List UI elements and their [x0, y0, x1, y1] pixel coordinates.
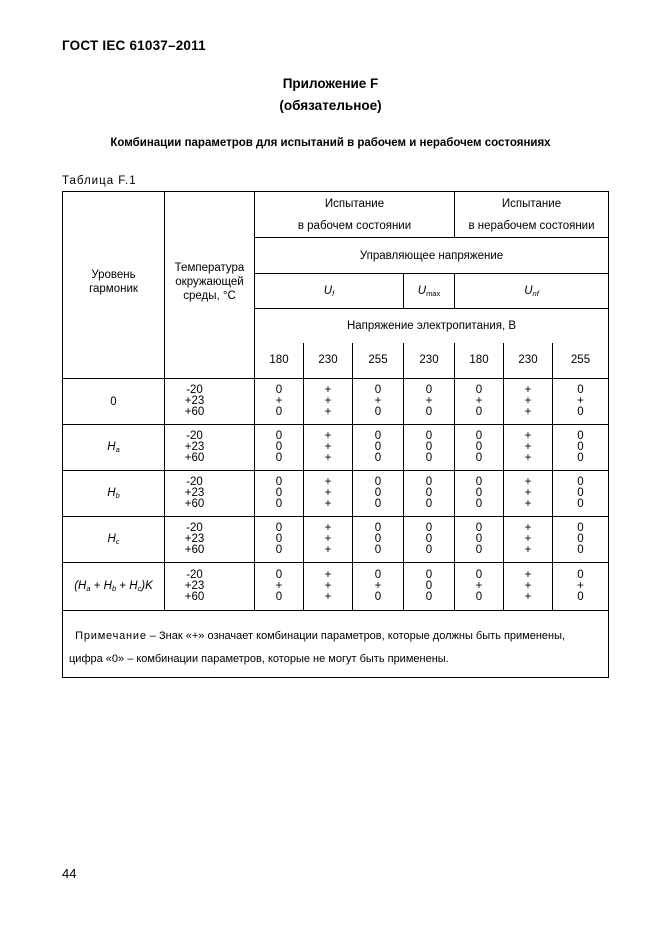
combo-cell: 0 0 0	[404, 563, 455, 611]
parameters-table	[62, 191, 609, 678]
appendix-subtitle: (обязательное)	[279, 98, 382, 113]
voltage-cell: 230	[404, 343, 455, 379]
combo-cell: + + +	[504, 563, 553, 611]
header-temp-blank	[165, 343, 255, 379]
combo-cell: 0 + 0	[455, 563, 504, 611]
level-cell: $H_b$	[63, 471, 165, 517]
temperature-cell: -20 +23 +60	[165, 379, 255, 425]
combo-cell: + + +	[304, 425, 353, 471]
header-umax: Umax	[404, 274, 455, 309]
combo-cell: 0 + 0	[255, 563, 304, 611]
table-note	[63, 611, 609, 678]
voltage-cell: 180	[255, 343, 304, 379]
combo-cell: 0 + 0	[553, 379, 609, 425]
combo-cell: 0 + 0	[353, 563, 404, 611]
temperature-cell: -20 +23 +60	[165, 425, 255, 471]
level-cell: 0	[63, 379, 165, 425]
combo-cell: 0 + 0	[455, 379, 504, 425]
combo-cell: 0 0 0	[255, 517, 304, 563]
combo-cell: 0 0 0	[255, 471, 304, 517]
voltage-cell: 255	[553, 343, 609, 379]
combo-cell: + + +	[504, 379, 553, 425]
temperature-cell: -20 +23 +60	[165, 517, 255, 563]
header-level: Уровень гармоник	[63, 192, 165, 343]
combo-cell: 0 + 0	[353, 379, 404, 425]
level-cell: $H_c$	[63, 517, 165, 563]
table-row	[63, 425, 609, 471]
header-control-voltage: Управляющее напряжение	[255, 238, 609, 274]
header-nonworking: Испытание в нерабочем состоянии	[455, 192, 609, 238]
temperature-cell: -20 +23 +60	[165, 563, 255, 611]
table-row	[63, 563, 609, 611]
combo-cell: + + +	[304, 517, 353, 563]
combo-cell: 0 0 0	[255, 425, 304, 471]
combo-cell: 0 0 0	[404, 517, 455, 563]
combo-cell: 0 0 0	[455, 471, 504, 517]
appendix-title: Приложение F	[282, 76, 379, 91]
temperature-cell: -20 +23 +60	[165, 471, 255, 517]
document-id: ГОСТ IEC 61037–2011	[62, 38, 206, 53]
combo-cell: + + +	[304, 563, 353, 611]
voltage-cell: 230	[304, 343, 353, 379]
table-label: Таблица F.1	[62, 175, 137, 187]
combo-cell: + + +	[304, 379, 353, 425]
combo-cell: 0 0 0	[353, 517, 404, 563]
section-heading: Комбинации параметров для испытаний в рабочем и нерабочем состояниях	[110, 137, 551, 149]
combo-cell: 0 + 0	[553, 563, 609, 611]
header-unf: $U_{nf}$	[455, 274, 609, 309]
header-working: Испытание в рабочем состоянии	[255, 192, 455, 238]
combo-cell: 0 0 0	[353, 425, 404, 471]
combo-cell: 0 0 0	[553, 425, 609, 471]
combo-cell: 0 0 0	[353, 471, 404, 517]
header-uf: $U_f$	[255, 274, 404, 309]
combo-cell: 0 + 0	[404, 379, 455, 425]
voltage-cell: 230	[504, 343, 553, 379]
voltage-cell: 255	[353, 343, 404, 379]
table-row	[63, 471, 609, 517]
note-row	[63, 611, 609, 678]
page-number: 44	[62, 866, 77, 881]
header-level-blank	[63, 343, 165, 379]
table-row	[63, 379, 609, 425]
note-label: Примечание	[75, 630, 147, 642]
note-text-2: цифра «0» – комбинации параметров, которые не могут быть применены.	[69, 653, 449, 665]
table-row	[63, 517, 609, 563]
header-temperature: Температура окружающей среды, °С	[165, 192, 255, 343]
combo-cell: 0 0 0	[404, 471, 455, 517]
combo-cell: 0 0 0	[455, 425, 504, 471]
voltage-cell: 180	[455, 343, 504, 379]
combo-cell: 0 0 0	[404, 425, 455, 471]
combo-cell: + + +	[304, 471, 353, 517]
level-cell: $H_a$	[63, 425, 165, 471]
combo-cell: + + +	[504, 425, 553, 471]
header-supply-voltage: Напряжение электропитания, В	[255, 309, 609, 343]
combo-cell: 0 0 0	[553, 517, 609, 563]
combo-cell: + + +	[504, 517, 553, 563]
combo-cell: 0 + 0	[255, 379, 304, 425]
combo-cell: + + +	[504, 471, 553, 517]
note-text: – Знак «+» означает комбинации параметров, которые должны быть применены,	[146, 630, 566, 642]
combo-cell: 0 0 0	[553, 471, 609, 517]
level-cell: $(H_a + H_b + H_c)K$	[63, 563, 165, 611]
combo-cell: 0 0 0	[455, 517, 504, 563]
